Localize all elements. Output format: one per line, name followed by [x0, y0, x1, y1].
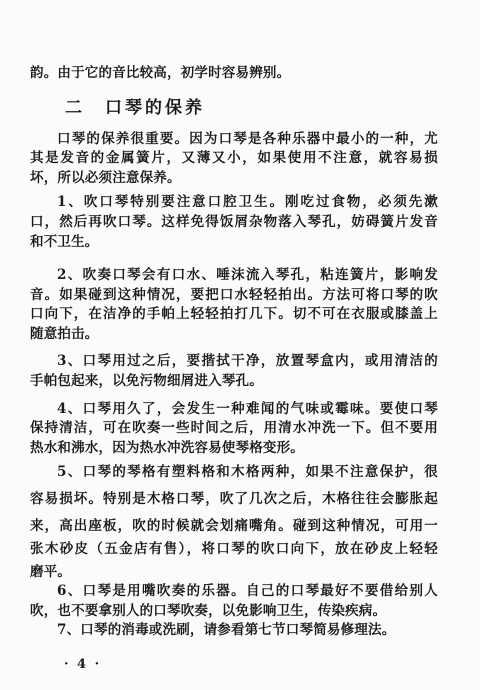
- item-line: 热水和沸水，因为热水冲洗容易使琴格变形。: [30, 440, 304, 456]
- item-line: 来，高出座板，吹的时候就会划痛嘴角。碰到这种情况，可用一: [30, 518, 438, 534]
- item-line: 容易损坏。特别是木格口琴，吹了几次之后，木格往往会膨胀起: [30, 491, 438, 507]
- item-line: 5、口琴的琴格有塑料格和木格两种，如果不注意保护，很: [57, 464, 438, 480]
- intro-line: 口琴的保养很重要。因为口琴是各种乐器中最小的一种，尤: [57, 131, 438, 147]
- item-line: 和不卫生。: [30, 234, 99, 250]
- item-line: 7、口琴的消毒或洗刷，请参看第七节口琴简易修理法。: [57, 622, 396, 638]
- section-heading: 二 口琴的保养: [65, 98, 205, 118]
- item-line: 1、吹口琴特别要注意口腔卫生。刚吃过食物，必须先漱: [57, 194, 438, 210]
- item-line: 吹，也不要拿别人的口琴吹奏，以免影响卫生，传染疾病。: [30, 603, 387, 619]
- item-line: 6、口琴是用嘴吹奏的乐器。自己的口琴最好不要借给别人: [57, 583, 438, 599]
- item-line: 保持清洁，可在吹奏一些时间之后，用清水冲洗一下。但不要用: [30, 420, 438, 436]
- item-line: 口，然后再吹口琴。这样免得饭屑杂物落入琴孔，妨碍簧片发音: [30, 214, 438, 230]
- item-line: 2、吹奏口琴会有口水、唾沫流入琴孔，粘连簧片，影响发: [57, 267, 438, 283]
- continued-text-line: 韵。由于它的音比较高，初学时容易辨别。: [30, 65, 291, 81]
- intro-line: 坏，所以必须注意保养。: [30, 170, 181, 186]
- item-line: 口向下，在洁净的手帕上轻轻拍打几下。切不可在衣服或膝盖上: [30, 306, 438, 322]
- item-line: 4、口琴用久了，会发生一种难闻的气味或霉味。要使口琴: [57, 401, 438, 417]
- item-line: 磨平。: [30, 564, 72, 580]
- item-line: 3、口琴用过之后，要揩拭干净，放置琴盒内，或用清洁的: [57, 353, 438, 369]
- item-line: 随意拍击。: [30, 326, 99, 342]
- intro-line: 其是发音的金属簧片，又薄又小，如果使用不注意，就容易损: [30, 150, 438, 166]
- item-line: 张木砂皮（五金店有售），将口琴的吹口向下，放在砂皮上轻轻: [30, 541, 438, 557]
- page-number: · 4 ·: [64, 657, 102, 672]
- item-line: 手帕包起来，以免污物细屑进入琴孔。: [30, 373, 263, 389]
- item-line: 音。如果碰到这种情况，要把口水轻轻拍出。方法可将口琴的吹: [30, 287, 438, 303]
